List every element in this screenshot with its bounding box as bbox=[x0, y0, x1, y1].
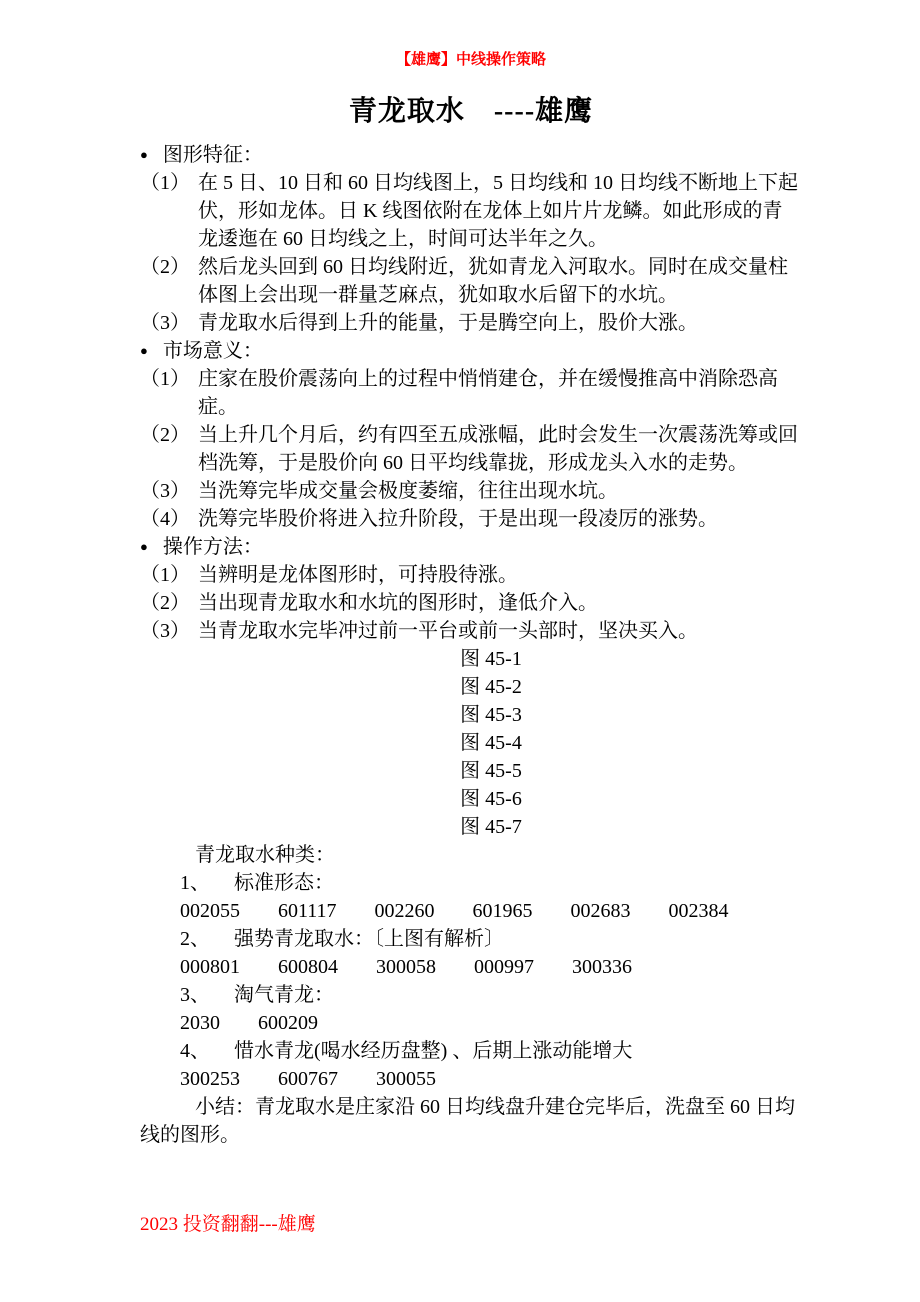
item-number: （1） bbox=[140, 564, 190, 586]
bullet-icon: ● bbox=[140, 343, 148, 358]
item-text: 当上升几个月后，约有四至五成涨幅，此时会发生一次震荡洗筹或回档洗筹，于是股价向 60 日平均线靠拢，形成龙头入水的走势。 bbox=[198, 424, 798, 474]
stock-code-row bbox=[140, 897, 802, 925]
figure-caption: 图 45-4 bbox=[460, 732, 522, 754]
item-number: （1） bbox=[140, 368, 190, 390]
item-text: 当辨明是龙体图形时，可持股待涨。 bbox=[198, 564, 518, 586]
category-title: 标准形态： bbox=[234, 872, 334, 894]
category-number: 3、 bbox=[180, 984, 210, 1006]
item-number: （4） bbox=[140, 508, 190, 530]
category-label bbox=[140, 869, 802, 897]
figure-caption: 图 45-1 bbox=[460, 648, 522, 670]
stock-code: 300058 bbox=[376, 956, 436, 978]
item-text: 当出现青龙取水和水坑的图形时，逢低介入。 bbox=[198, 592, 598, 614]
category-label bbox=[140, 981, 802, 1009]
figure-caption: 图 45-6 bbox=[460, 788, 522, 810]
bullet-icon: ● bbox=[140, 539, 148, 554]
stock-code: 000801 bbox=[180, 956, 240, 978]
list-item bbox=[140, 505, 802, 533]
item-number: （3） bbox=[140, 620, 190, 642]
stock-code: 300253 bbox=[180, 1068, 240, 1090]
list-item bbox=[140, 477, 802, 505]
stock-code: 002683 bbox=[570, 900, 631, 922]
summary-paragraph: 小结：青龙取水是庄家沿 60 日均线盘升建仓完毕后，洗盘至 60 日均线的图形。 bbox=[140, 1096, 795, 1146]
stock-code: 600767 bbox=[278, 1068, 338, 1090]
item-number: （3） bbox=[140, 312, 190, 334]
list-item bbox=[140, 589, 802, 617]
section-heading-label: 图形特征： bbox=[162, 144, 263, 166]
item-text: 洗筹完毕股价将进入拉升阶段，于是出现一段凌厉的涨势。 bbox=[198, 508, 718, 530]
section-heading-operation-method bbox=[140, 533, 802, 561]
stock-code-row bbox=[140, 953, 802, 981]
item-number: （2） bbox=[140, 592, 190, 614]
category-title: 惜水青龙(喝水经历盘整) 、后期上涨动能增大 bbox=[234, 1040, 633, 1062]
category-title: 淘气青龙： bbox=[234, 984, 334, 1006]
category-label bbox=[140, 1037, 802, 1065]
stock-code: 000997 bbox=[474, 956, 534, 978]
item-number: （2） bbox=[140, 256, 190, 278]
stock-code: 601965 bbox=[472, 900, 533, 922]
list-item bbox=[140, 169, 802, 253]
item-text: 然后龙头回到 60 日均线附近，犹如青龙入河取水。同时在成交量柱体图上会出现一群量芝麻点，犹如取水后留下的水坑。 bbox=[198, 256, 788, 306]
category-label bbox=[140, 925, 802, 953]
list-item bbox=[140, 561, 802, 589]
section-heading-market-meaning bbox=[140, 337, 802, 365]
item-text: 当洗筹完毕成交量会极度萎缩，往往出现水坑。 bbox=[198, 480, 618, 502]
figure-caption: 图 45-2 bbox=[460, 676, 522, 698]
stock-code: 300055 bbox=[376, 1068, 436, 1090]
section-heading-graph-features bbox=[140, 141, 802, 169]
stock-code: 002384 bbox=[668, 900, 729, 922]
category-number: 4、 bbox=[180, 1040, 210, 1062]
list-item bbox=[140, 365, 802, 421]
item-text: 当青龙取水完毕冲过前一平台或前一头部时，坚决买入。 bbox=[198, 620, 698, 642]
figure-caption: 图 45-3 bbox=[460, 704, 522, 726]
figure-caption: 图 45-5 bbox=[460, 760, 522, 782]
category-section-heading: 青龙取水种类： bbox=[195, 844, 335, 866]
section-heading-label: 市场意义： bbox=[162, 340, 263, 362]
category-number: 1、 bbox=[180, 872, 210, 894]
stock-code: 002055 bbox=[180, 900, 240, 922]
item-text: 庄家在股价震荡向上的过程中悄悄建仓，并在缓慢推高中消除恐高症。 bbox=[198, 368, 778, 418]
stock-code-row bbox=[140, 1009, 802, 1037]
item-text: 在 5 日、10 日和 60 日均线图上，5 日均线和 10 日均线不断地上下起伏，形如龙体。日 K 线图依附在龙体上如片片龙鳞。如此形成的青龙逶迤在 60 日均线之上，时间可达半年之久。 bbox=[198, 172, 798, 250]
document-header: 【雄鹰】中线操作策略 bbox=[395, 52, 546, 68]
figure-caption-list bbox=[180, 645, 802, 841]
stock-code: 600804 bbox=[278, 956, 338, 978]
list-item bbox=[140, 309, 802, 337]
stock-code-row bbox=[140, 1065, 802, 1093]
document-body bbox=[140, 141, 802, 1149]
page-title: 青龙取水 ----雄鹰 bbox=[348, 96, 594, 127]
item-number: （1） bbox=[140, 172, 190, 194]
category-number: 2、 bbox=[180, 928, 210, 950]
list-item bbox=[140, 617, 802, 645]
category-title: 强势青龙取水：〔上图有解析〕 bbox=[234, 928, 504, 950]
stock-code: 600209 bbox=[258, 1012, 318, 1034]
stock-code: 002260 bbox=[374, 900, 435, 922]
stock-code: 601117 bbox=[278, 900, 337, 922]
stock-code: 300336 bbox=[572, 956, 632, 978]
list-item bbox=[140, 253, 802, 309]
item-text: 青龙取水后得到上升的能量，于是腾空向上，股价大涨。 bbox=[198, 312, 698, 334]
item-number: （2） bbox=[140, 424, 190, 446]
document-footer: 2023 投资翻翻---雄鹰 bbox=[140, 1214, 316, 1235]
bullet-icon: ● bbox=[140, 147, 148, 162]
section-heading-label: 操作方法： bbox=[162, 536, 263, 558]
figure-caption: 图 45-7 bbox=[460, 816, 522, 838]
stock-code: 2030 bbox=[180, 1012, 220, 1034]
list-item bbox=[140, 421, 802, 477]
item-number: （3） bbox=[140, 480, 190, 502]
